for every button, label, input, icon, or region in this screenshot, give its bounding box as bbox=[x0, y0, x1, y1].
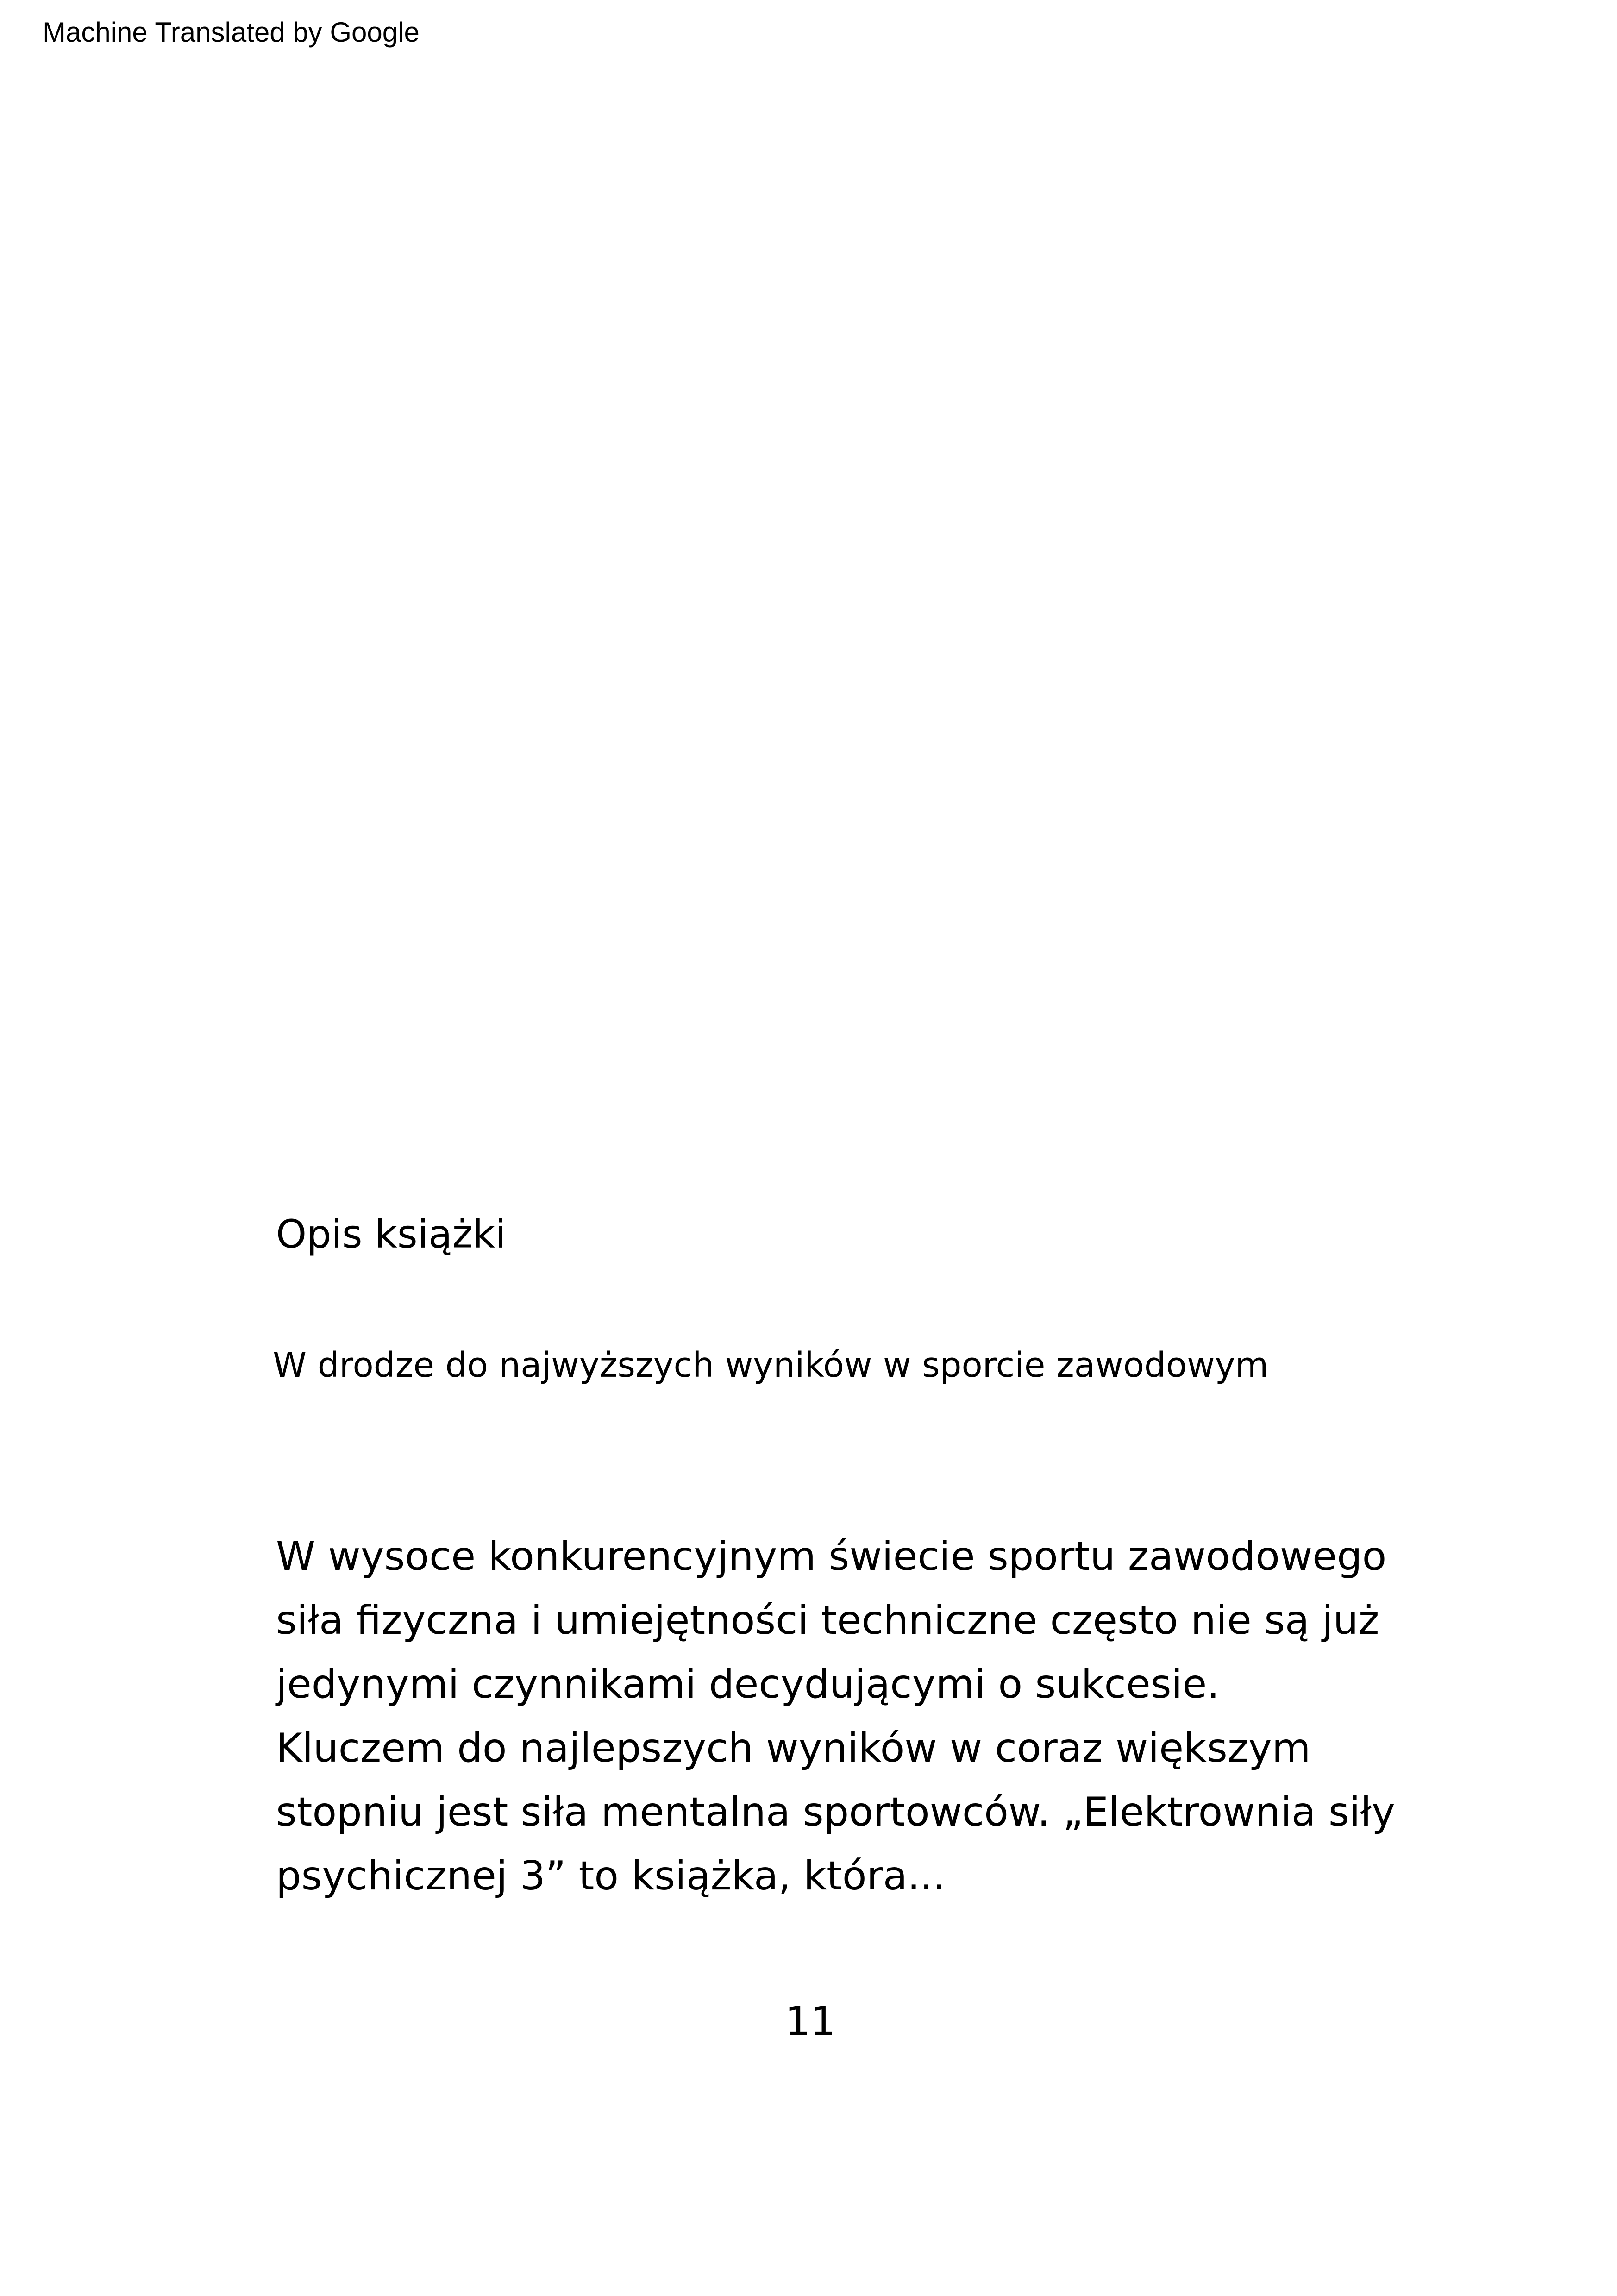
description-paragraph bbox=[276, 1524, 1396, 1908]
paragraph-line: jedynymi czynnikami decydującymi o sukcesie. bbox=[276, 1661, 1220, 1707]
paragraph-line: Kluczem do najlepszych wyników w coraz większym bbox=[276, 1725, 1311, 1771]
paragraph-line: stopniu jest siła mentalna sportowców. „Elektrownia siły bbox=[276, 1789, 1396, 1835]
page-number: 11 bbox=[785, 1998, 836, 2045]
machine-translation-notice: Machine Translated by Google bbox=[43, 17, 420, 48]
paragraph-line: psychicznej 3” to książka, która... bbox=[276, 1853, 946, 1899]
paragraph-line: siła fizyczna i umiejętności techniczne często nie są już bbox=[276, 1597, 1379, 1644]
book-subtitle: W drodze do najwyższych wyników w sporcie zawodowym bbox=[273, 1345, 1269, 1385]
paragraph-line: W wysoce konkurencyjnym świecie sportu zawodowego bbox=[276, 1533, 1387, 1580]
section-heading: Opis książki bbox=[276, 1211, 506, 1257]
